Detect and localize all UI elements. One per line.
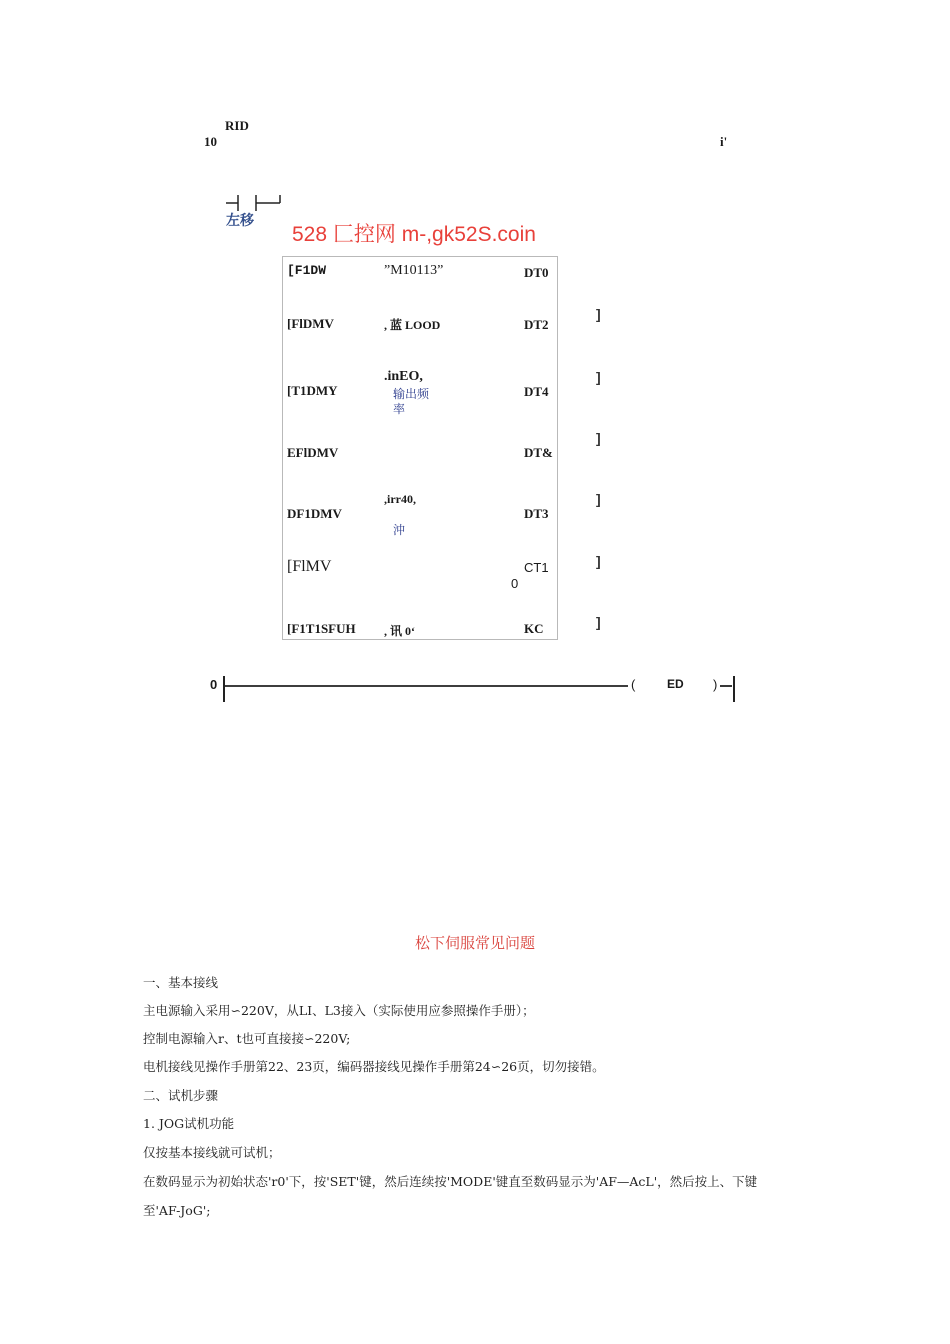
instruction-op: [FlMV [287, 558, 332, 575]
instruction-dest: DT4 [524, 384, 549, 399]
subsection-heading: 1. JOG试机功能 [143, 1116, 235, 1131]
instruction-arg: .inEO, [384, 369, 423, 384]
paragraph: 仅按基本接线就可试机； [143, 1145, 281, 1160]
instruction-dest-suffix: 0 [511, 576, 519, 591]
coil-close: ) [713, 677, 718, 692]
instruction-bracket: ] [596, 553, 601, 569]
rung-top-label: RID [225, 118, 249, 133]
instruction-op: EFlDMV [287, 445, 339, 460]
instruction-dest: DT2 [524, 317, 549, 332]
instruction-dest: DT3 [524, 506, 549, 521]
rung-number: 10 [204, 134, 217, 149]
instruction-arg: ”M10113” [384, 263, 444, 278]
instruction-op: [FlDMV [287, 316, 334, 331]
instruction-arg: , 蓝 LOOD [384, 318, 441, 332]
end-rung-number: 0 [210, 677, 218, 692]
paragraph: 控制电源输入r、t也可直接接∽220V; [143, 1031, 351, 1046]
instruction-op: [F1DW [287, 263, 327, 278]
instruction-dest: DT& [524, 445, 553, 460]
instruction-bracket: ] [596, 491, 601, 507]
instruction-op: [F1T1SFUH [287, 621, 356, 636]
instruction-arg: ,irr40, [384, 492, 416, 506]
instruction-bracket: ] [596, 306, 601, 322]
instruction-bracket: ] [596, 430, 601, 446]
instruction-bracket: ] [596, 614, 601, 630]
instruction-dest: CT1 [524, 560, 549, 575]
end-rung-line-icon [222, 676, 740, 702]
instruction-block [282, 256, 558, 640]
instruction-dest: DT0 [524, 265, 549, 280]
coil-open: ( [631, 677, 636, 692]
watermark-text: 528 匚控网 m-,gk52S.coin [292, 223, 536, 246]
section-heading: 一、基本接线 [143, 975, 219, 990]
paragraph: 至'AF-JoG'; [143, 1203, 211, 1218]
section-heading: 二、试机步骤 [143, 1088, 219, 1103]
paragraph: 在数码显示为初始状态'r0'下，按'SET'键，然后连续按'MODE'键直至数码显示为'AF—AcL'，然后按上、下键 [143, 1174, 758, 1189]
paragraph: 主电源输入采用∽220V，从LI、L3接入（实际使用应参照操作手册）； [143, 1003, 535, 1018]
instruction-dest: KC [524, 621, 544, 636]
doc-title: 松下伺服常见问题 [414, 934, 535, 952]
instruction-comment: 输出频 率 [393, 387, 430, 416]
instruction-bracket: ] [596, 369, 601, 385]
coil-label: ED [667, 677, 684, 691]
instruction-op: DF1DMV [287, 506, 342, 521]
contact-label: 左移 [226, 213, 254, 229]
instruction-comment: 沖 [393, 523, 406, 537]
instruction-op: [T1DMY [287, 383, 338, 398]
instruction-arg: , 讯 0‘ [384, 624, 415, 638]
rung-right-mark: i' [720, 134, 728, 149]
paragraph: 电机接线见操作手册第22、23页，编码器接线见操作手册第24∽26页，切勿接错。 [143, 1059, 605, 1074]
